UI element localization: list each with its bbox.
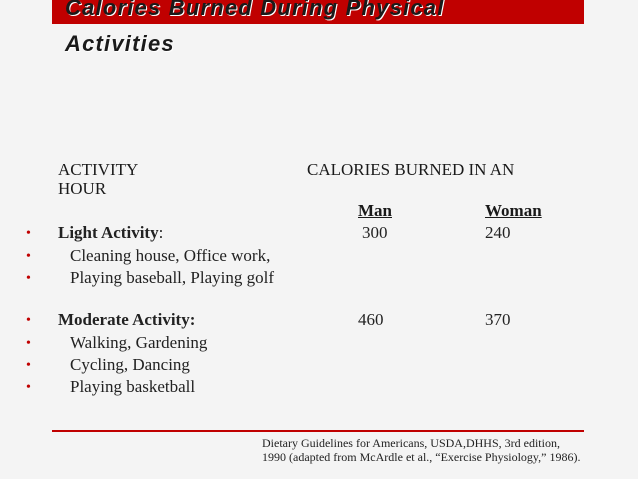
header-calories: CALORIES BURNED IN AN [307, 160, 515, 179]
citation [262, 436, 580, 464]
citation-line-2: 1990 (adapted from McArdle et al., “Exercise Physiology,” 1986). [262, 450, 581, 464]
light-activity-colon: : [158, 223, 164, 242]
light-woman-value: 240 [485, 223, 511, 242]
bullet-icon: • [26, 358, 31, 373]
header-activity: ACTIVITY [58, 160, 139, 179]
header-hour: HOUR [58, 179, 107, 198]
slide-title-line-2: Activities [65, 31, 175, 56]
moderate-example: Playing basketball [70, 377, 196, 396]
bullet-icon: • [26, 313, 31, 328]
light-man-value: 300 [362, 223, 388, 242]
citation-line-1: Dietary Guidelines for Americans, USDA,DHHS, 3rd edition, [262, 436, 560, 450]
bullet-icon: • [26, 226, 31, 241]
header-man: Man [358, 201, 392, 220]
moderate-man-value: 460 [358, 310, 384, 329]
moderate-example: Cycling, Dancing [70, 355, 190, 374]
moderate-example: Walking, Gardening [70, 333, 208, 352]
divider-rule [52, 430, 584, 432]
bullet-icon: • [26, 336, 31, 351]
bullet-icon: • [26, 271, 31, 286]
slide-title-line-1: Calories Burned During Physical [65, 0, 445, 20]
light-activity-label: Light Activity [58, 223, 159, 242]
bullet-icon: • [26, 249, 31, 264]
moderate-activity-label: Moderate Activity: [58, 310, 196, 329]
light-activity-row [58, 223, 163, 243]
header-woman: Woman [485, 201, 542, 220]
moderate-woman-value: 370 [485, 310, 511, 329]
bullet-icon: • [26, 380, 31, 395]
light-example: Playing baseball, Playing golf [70, 268, 274, 287]
light-example: Cleaning house, Office work, [70, 246, 271, 265]
